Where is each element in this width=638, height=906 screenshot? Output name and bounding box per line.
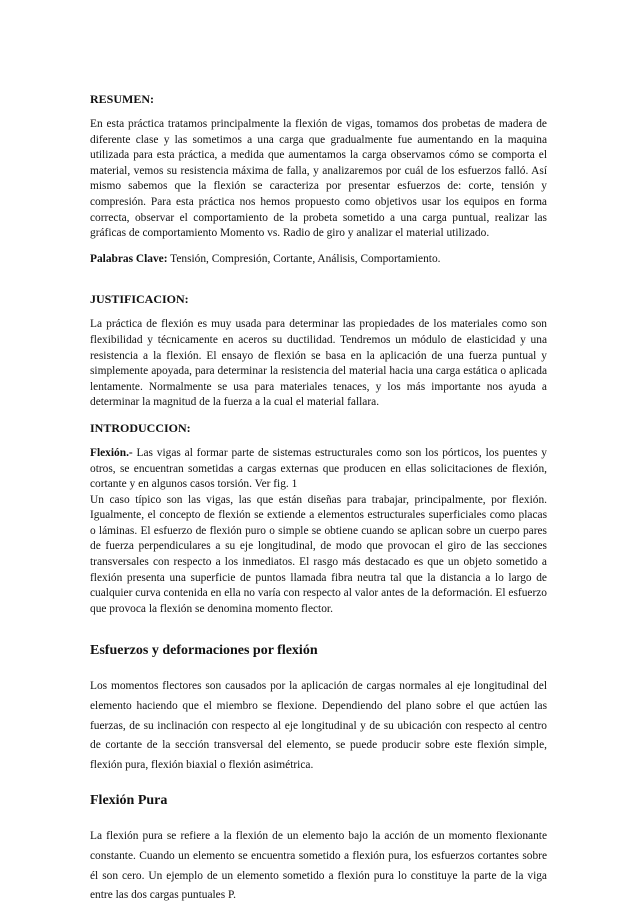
flexion-pura-paragraph: La flexión pura se refiere a la flexión de un elemento bajo la acción de un momento flexionante constante. Cuando un elemento se encuentra sometido a flexión pura, los esfuerzos cortantes sobre él son cero. Un ejemplo de un elemento sometido a flexión pura lo constituye la parte de la viga entre las dos cargas puntuales P.: [90, 830, 547, 902]
resumen-paragraph: En esta práctica tratamos principalmente la flexión de vigas, tomamos dos probetas de madera de diferente clase y las sometimos a una carga que gradualmente fue aumentando en la maquina utilizada para esta práctica, a medida que aumentamos la carga observamos cómo se comporta el material, vemos su resistencia máxima de falla, y analizaremos por cuál de los esfuerzos falló. Así mismo sabemos que la flexión se caracteriza por presentar esfuerzos de: corte, tensión y compresión. Para esta práctica nos hemos propuesto como objetivos usar los equipos en forma correcta, observar el comportamiento de la probeta sometido a una carga puntual, realizar las gráficas de comportamiento Momento vs. Radio de giro y analizar el material utilizado.: [90, 118, 547, 240]
resumen-heading: RESUMEN:: [90, 92, 155, 106]
introduccion-heading: INTRODUCCION:: [90, 420, 191, 435]
introduccion-paragraph-2: Un caso típico son las vigas, las que están diseñas para trabajar, principalmente, por flexión. Igualmente, el concepto de flexión se extiende a elementos estructurales superficiales como placas o láminas. El esfuerzo de flexión puro o simple se obtiene cuando se aplican sobre un cuerpo pares de fuerza perpendiculares a su eje longitudinal, de modo que provocan el giro de las secciones transversales con respecto a los inmediatos. El rasgo más destacado es que un objeto sometido a flexión presenta una superficie de puntos llamada fibra neutra tal que la distancia a lo largo de cualquier curva contenida en ella no varía con respecto al valor antes de la deformación. El esfuerzo que provoca la flexión se denomina momento flector.: [90, 493, 547, 615]
flexion-term: Flexión.-: [90, 446, 133, 459]
flexion-pura-heading: Flexión Pura: [90, 793, 168, 809]
justificacion-paragraph: La práctica de flexión es muy usada para determinar las propiedades de los materiales como son flexibilidad y técnicamente en aceros su ductilidad. Tendremos un módulo de elasticidad y una resistencia a la flexión. El ensayo de flexión se basa en la aplicación de una fuerza puntual y simplemente apoyada, para determinar la resistencia del material hacia una carga estática o aplicada lentamente. Normalmente se usa para materiales tenaces, y los más importante nos ayuda a determinar la magnitud de la fuerza a la cual el material fallara.: [90, 318, 547, 409]
justificacion-heading: JUSTIFICACION:: [90, 292, 189, 307]
keywords-label: Palabras Clave:: [90, 252, 168, 265]
esfuerzos-paragraph: Los momentos flectores son causados por la aplicación de cargas normales al eje longitudinal del elemento haciendo que el miembro se flexione. Dependiendo del plano sobre el que actúen las fuerzas, de su inclinación con respecto al eje longitudinal y de su ubicación con respecto al centro de cortante de la sección transversal del elemento, se puede producir sobre este flexión simple, flexión pura, flexión biaxial o flexión asimétrica.: [90, 680, 547, 771]
introduccion-paragraph-1: [90, 446, 547, 493]
keywords-text: Tensión, Compresión, Cortante, Análisis, Comportamiento.: [167, 252, 441, 265]
introduccion-text-1: Las vigas al formar parte de sistemas estructurales como son los pórticos, los puentes y otros, se encuentran sometidas a cargas externas que producen en ellas solicitaciones de flexión, cortante y en algunos casos torsión. Ver fig. 1: [90, 446, 547, 491]
keywords-line: [90, 252, 547, 268]
esfuerzos-heading: Esfuerzos y deformaciones por flexión: [90, 643, 318, 659]
